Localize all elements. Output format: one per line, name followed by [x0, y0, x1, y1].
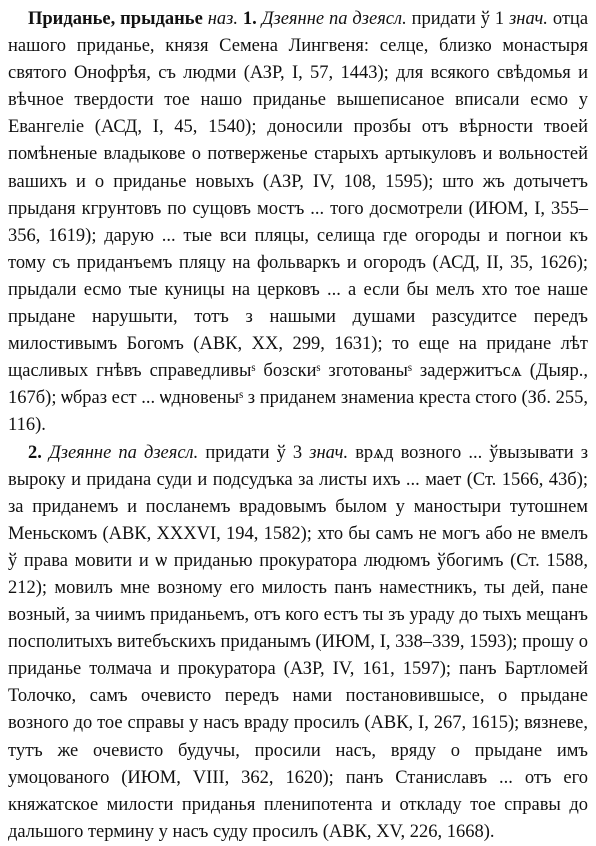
sense-number: 1.: [242, 9, 257, 29]
sense-reference: придати ў 1: [411, 9, 505, 29]
part-of-speech: наз.: [207, 9, 238, 29]
sense-definition: Дзеянне па дзеясл.: [261, 9, 407, 29]
entry-sense-2: [8, 440, 588, 846]
sense-definition: Дзеянне па дзеясл.: [48, 442, 199, 463]
sense-body: отца нашого приданье, князя Семена Лингвеня: селце, близко монастыря святого Онофрѣя, съ людми (АЗР, I, 57, 1443); для всякого свѣдомья и вѣчное твердости тое нашо приданье вышеписаное вписали есмо у Евангеліе (АСД, I, 45, 1540); доносили прозбы отъ вѣрности твоей помѣненые владыкове о потверженье старыхъ артыкуловъ и вольностей вашихъ и о приданье новыхъ (АЗР, IV, 108, 1595); што жъ дотычетъ прыданя кгрунтовъ по сущовъ мостъ ... того досмотрели (ИЮМ, I, 355–356, 1619); дарую ... тые вси пляцы, селища где огороды и погнои къ тому съ приданъемъ пляцу на фольваркъ и огородъ (АСД, II, 35, 1626); прыдали есмо тые куницы на церковъ ... а если бы мелъ хто тое наше прыдане нарушыти, тотъ з нашыми душами разсудитсе передъ милостивымъ Богомъ (АВК, XX, 299, 1631); то еще на придане лѣт щасливых гнѣвъ справедливыˢ бозскиˢ зготованыˢ задержитъсѧ (Дыяр., 167б); ѡбраз ест ... ѡдновеныˢ з приданем знамениа креста стого (Зб. 255, 116).: [8, 9, 589, 436]
entry-sense-1: [8, 6, 588, 440]
sense-reference: придати ў 3: [205, 442, 303, 463]
sense-number: 2.: [28, 442, 42, 463]
meaning-note: знач.: [309, 442, 349, 463]
sense-body: врѧд возного ... ўвызывати з выроку и придана суди и подсудъка за листы ихъ ... мает (Ст. 1566, 43б); за приданемъ и посланемъ врадовымъ былом у маностыри тутошнем Меньскомъ (АВК, XXXVI, 194, 1582); хто бы самъ не могъ або не вмелъ ў права мовити и ѡ приданью прокуратора людюмъ ўбогимъ (Ст. 1588, 212); мовилъ мне возному его милость панъ наместникъ, ты дей, пане возный, за чиимъ приданьемъ, отъ кого естъ ты зъ ураду до тыхъ мещанъ посполитыхъ витебъскихъ приданымъ (ИЮМ, I, 338–339, 1593); прошу о приданье толмача и прокуратора (АЗР, IV, 161, 1597); панъ Бартломей Толочко, самъ очевисто передъ нами постановившысе, о прыдане возного до тое справы у насъ враду просилъ (АВК, I, 267, 1615); вязневе, тутъ же очевисто будучы, просили насъ, вряду о прыдане имъ умоцованого (ИЮМ, VIII, 362, 1620); панъ Станиславъ ... отъ его княжатское милости приданья пленипотента и откладу тое справы до дальшого термину у насъ суду просилъ (АВК, XV, 226, 1668).: [8, 442, 589, 842]
headword: Приданье, прыданье: [28, 9, 203, 29]
meaning-note: знач.: [509, 9, 548, 29]
